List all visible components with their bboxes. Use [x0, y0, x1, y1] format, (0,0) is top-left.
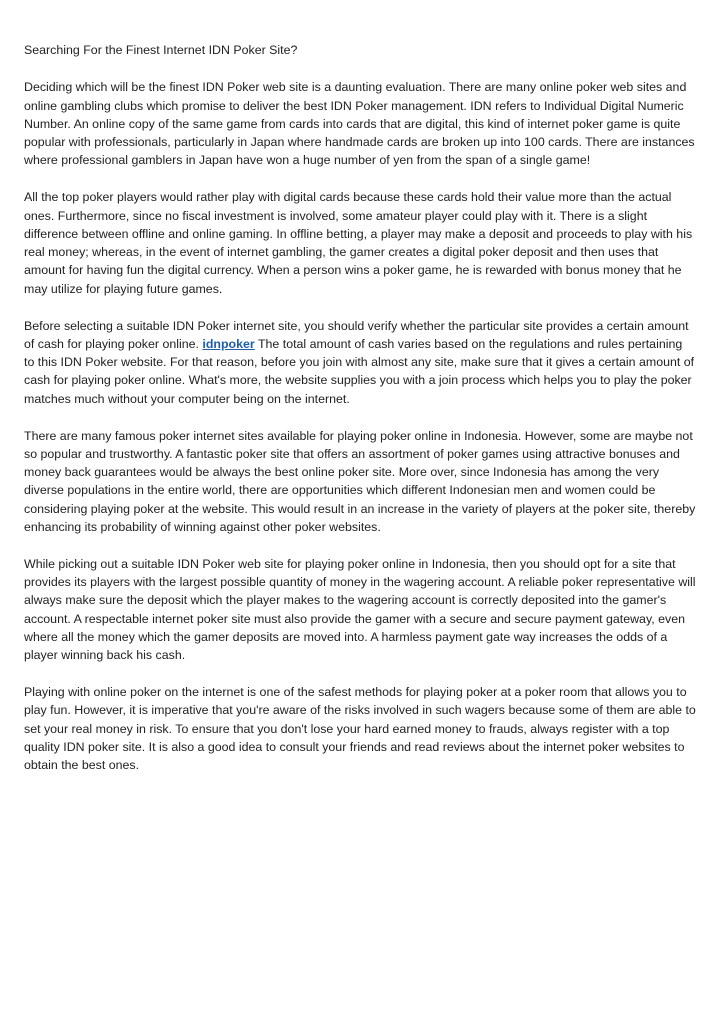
paragraph-4: There are many famous poker internet sites available for playing poker online in Indonesia. However, some are maybe not so popular and trustworthy. A fantastic poker site that offers an assortment of poker games using attractive bonuses and money back guarantees would be always the best online poker site. More over, since Indonesia has among the very diverse populations in the entire world, there are opportunities which different Indonesian men and women could be considering playing poker at the website. This would result in an increase in the variety of players at the poker site, thereby enhancing its probability of winning against other poker websites.	[24, 428, 696, 535]
document-page	[24, 41, 696, 793]
paragraph-3-text-after: The total amount of cash varies based on the regulations and rules pertaining to this IDN Poker website. For that reason, before you join with almost any site, make sure that it gives a certain amount of cash for playing poker online. What's more, the website supplies you with a join process which helps you to play the poker matches much without your computer being on the internet.	[24, 336, 695, 406]
idnpoker-link[interactable]: idnpoker	[202, 336, 255, 351]
paragraph-1: Deciding which will be the finest IDN Poker web site is a daunting evaluation. There are many online poker web sites and online gambling clubs which promise to deliver the best IDN Poker management. IDN refers to Individual Digital Numeric Number. An online copy of the same game from cards into cards that are digital, this kind of internet poker game is quite popular with professionals, particularly in Japan where handmade cards are broken up into 100 cards. There are instances where professional gamblers in Japan have won a huge number of yen from the span of a single game!	[24, 80, 695, 168]
paragraph-3-text-before: Before selecting a suitable IDN Poker internet site, you should verify whether the particular site provides a certain amount of cash for playing poker online.	[24, 318, 689, 351]
paragraph-5: While picking out a suitable IDN Poker web site for playing poker online in Indonesia, then you should opt for a site that provides its players with the largest possible quantity of money in the wagering account. A reliable poker representative will always make sure the deposit which the player makes to the wagering account is correctly deposited into the gamer's account. A respectable internet poker site must also provide the gamer with a secure and secure payment gateway, even where all the money which the gamer deposits are moved into. A harmless payment gate way increases the odds of a player winning back his cash.	[24, 556, 696, 663]
paragraph-2: All the top poker players would rather play with digital cards because these cards hold their value more than the actual ones. Furthermore, since no fiscal investment is involved, some amateur player could play with it. There is a slight difference between offline and online gaming. In offline betting, a player may make a deposit and proceeds to play with his real money; whereas, in the event of internet gambling, the gamer creates a digital poker deposit and then uses that amount for having fun the digital currency. When a person wins a poker game, he is rewarded with bonus money that he may utilize for playing future games.	[24, 190, 693, 296]
paragraph-6: Playing with online poker on the internet is one of the safest methods for playing poker at a poker room that allows you to play fun. However, it is imperative that you're aware of the risks involved in such wagers because some of them are able to set your real money in risk. To ensure that you don't lose your hard earned money to frauds, always register with a top quality IDN poker site. It is also a good idea to consult your friends and read reviews about the internet poker websites to obtain the best ones.	[24, 685, 696, 773]
paragraph-3	[24, 317, 696, 408]
document-title: Searching For the Finest Internet IDN Poker Site?	[24, 43, 298, 57]
